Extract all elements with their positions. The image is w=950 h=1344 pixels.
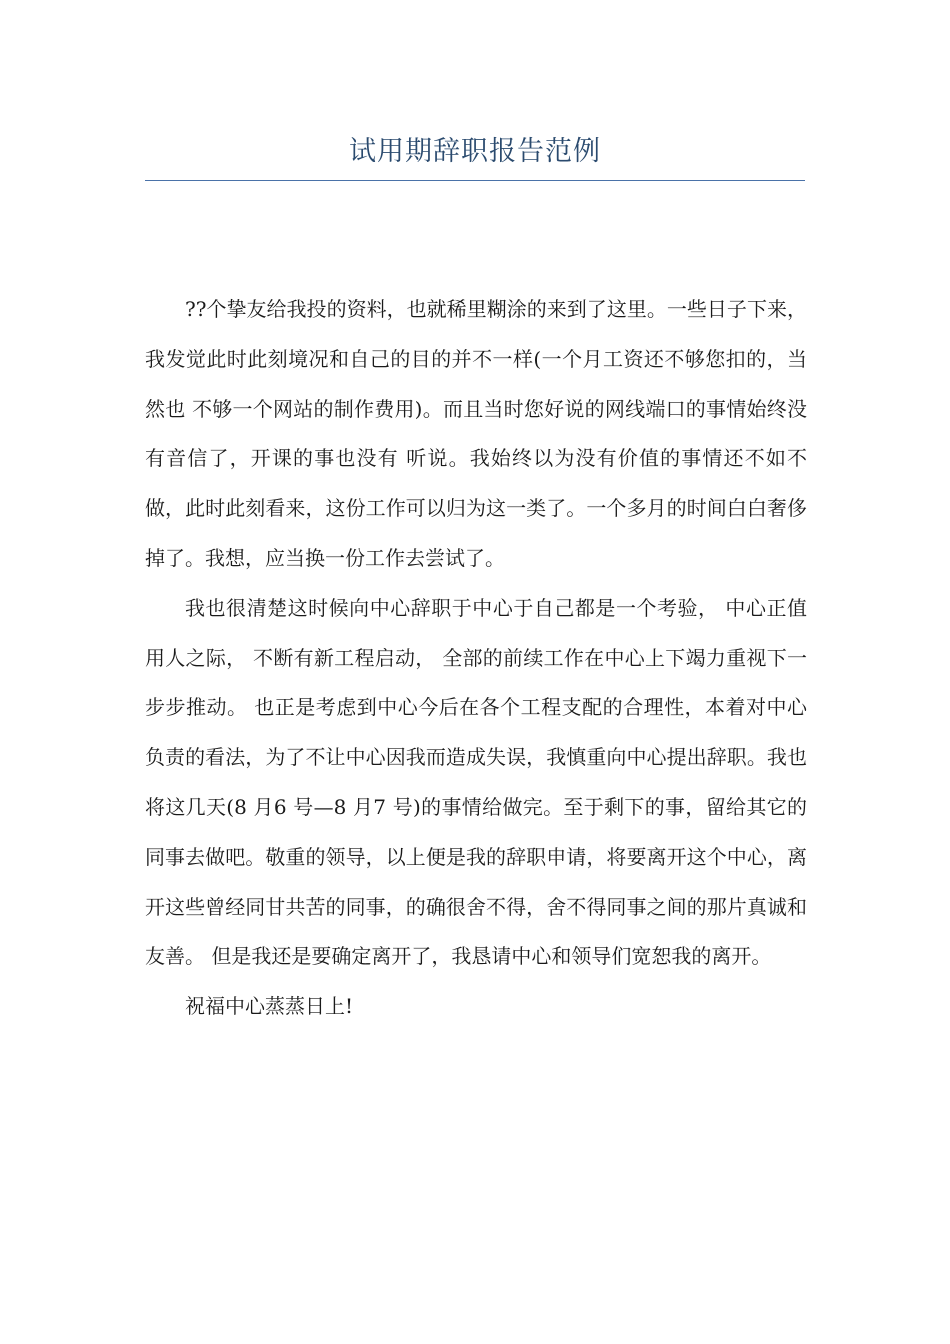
document-body — [145, 285, 807, 1032]
title-underline — [145, 180, 805, 181]
document-title: 试用期辞职报告范例 — [349, 136, 601, 167]
paragraph-intro: ??个挚友给我投的资料，也就稀里糊涂的来到了这里。一些日子下来，我发觉此时此刻境况和自己的目的并不一样(一个月工资还不够您扣的，当然也 不够一个网站的制作费用)。而且当时您好说的网线端口的事情始终没有音信了，开课的事也没有 听说。我始终以为没有价值的事情还不如不做，此时此刻看来，这份工作可以归为这一类了。一个多月的时间白白奢侈掉了。我想，应当换一份工作去尝试了。 — [145, 297, 807, 570]
paragraph-reason: 我也很清楚这时候向中心辞职于中心于自己都是一个考验， 中心正值用人之际， 不断有新工程启动， 全部的前续工作在中心上下竭力重视下一步步推动。 也正是考虑到中心今后在各个工程支配的合理性，本着对中心负责的看法，为了不让中心因我而造成失误，我慎重向中心提出辞职。我也 将这几天(8 月6 号—8 月7 号)的事情给做完。至于剩下的事，留给其它的同事去做吧。敬重的领导，以上便是我的辞职申请，将要离开这个中心，离开这些曾经同甘共苦的同事，的确很舍不得，舍不得同事之间的那片真诚和友善。 但是我还是要确定离开了，我恳请中心和领导们宽恕我的离开。 — [145, 595, 807, 969]
paragraph-closing: 祝福中心蒸蒸日上! — [185, 994, 354, 1019]
